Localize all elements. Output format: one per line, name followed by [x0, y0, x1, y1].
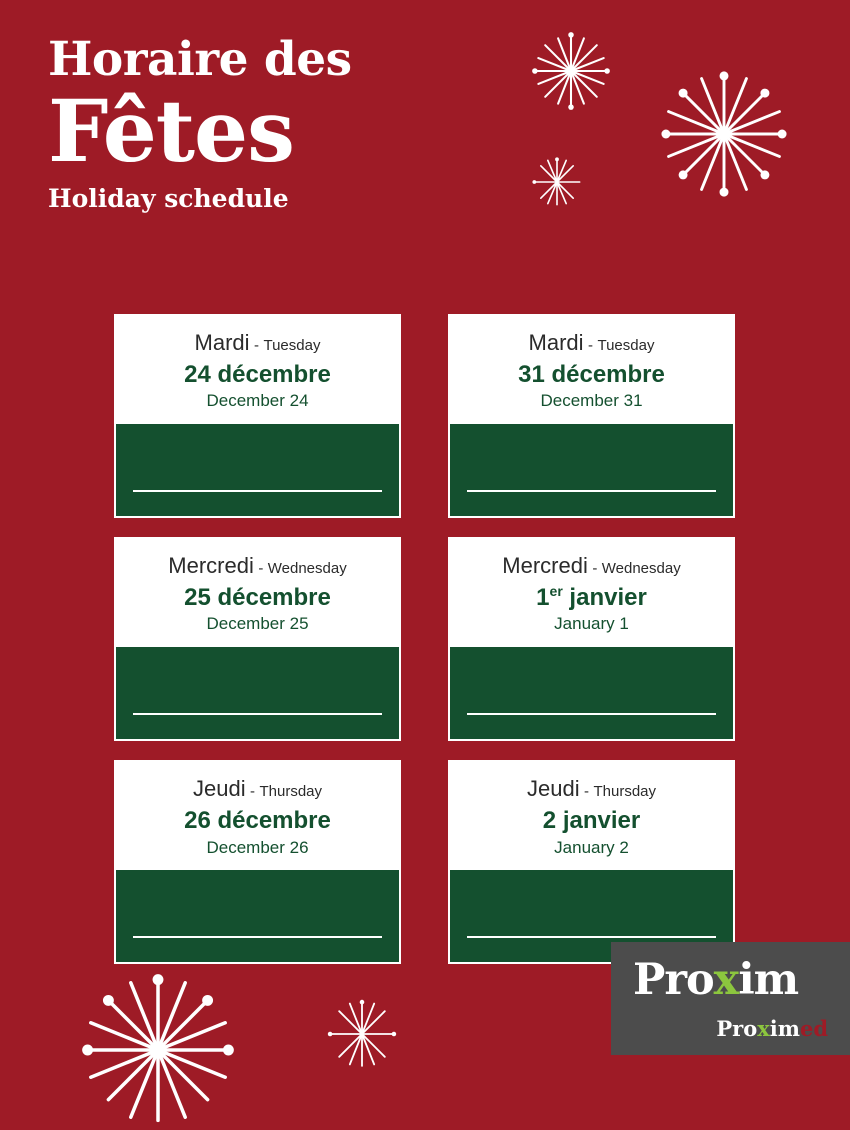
weekday-separator: -: [250, 783, 256, 801]
weekday-line: [458, 555, 725, 577]
weekday-line: [124, 778, 391, 800]
snowflake-icon-top-tiny: [530, 155, 584, 209]
date-fr: 2 janvier: [542, 807, 641, 835]
card-write-area: [116, 870, 399, 962]
schedule-row: [114, 760, 735, 964]
snowflake-icon-top-small: [528, 28, 614, 114]
date-fr: 26 décembre: [184, 807, 331, 835]
card-write-area: [116, 647, 399, 739]
logo: [611, 942, 850, 1055]
card-header: [116, 539, 399, 647]
card-write-area: [450, 424, 733, 516]
write-line: [467, 713, 716, 715]
date-en: December 26: [206, 837, 309, 857]
date-en: January 2: [554, 837, 629, 857]
weekday-en: Wednesday: [601, 560, 681, 578]
date-en: December 24: [206, 391, 309, 411]
weekday-fr: Mercredi: [502, 553, 588, 579]
weekday-separator: -: [254, 337, 260, 354]
schedule-card: [448, 314, 735, 518]
page-subtitle: Holiday schedule: [48, 184, 289, 213]
card-header: [450, 316, 733, 424]
write-line: [467, 936, 716, 938]
weekday-separator: -: [592, 560, 598, 578]
weekday-line: [458, 778, 725, 800]
weekday-en: Thursday: [593, 783, 657, 801]
title-block: [48, 34, 352, 214]
weekday-fr: Jeudi: [192, 776, 246, 802]
weekday-separator: -: [588, 337, 594, 354]
schedule-grid: [114, 314, 735, 964]
card-write-area: [116, 424, 399, 516]
schedule-row: [114, 314, 735, 518]
date-en: December 31: [540, 391, 643, 411]
weekday-en: Tuesday: [597, 337, 655, 354]
card-header: [116, 762, 399, 870]
weekday-line: [458, 332, 725, 354]
snowflake-icon-top-large: [658, 68, 790, 200]
date-en: January 1: [554, 614, 629, 634]
write-line: [467, 490, 716, 492]
weekday-en: Thursday: [259, 783, 323, 801]
snowflake-icon-bottom-small: [324, 996, 400, 1072]
schedule-card: [114, 760, 401, 964]
weekday-fr: Jeudi: [526, 776, 580, 802]
date-en: December 25: [206, 614, 309, 634]
card-header: [450, 762, 733, 870]
weekday-fr: Mercredi: [168, 553, 254, 579]
write-line: [133, 936, 382, 938]
page-title-line2: Fêtes: [48, 82, 294, 182]
weekday-line: [124, 555, 391, 577]
schedule-card: [448, 537, 735, 741]
date-fr: 1er janvier: [536, 583, 647, 612]
card-write-area: [450, 647, 733, 739]
weekday-fr: Mardi: [528, 330, 584, 355]
schedule-card: [114, 537, 401, 741]
schedule-card: [114, 314, 401, 518]
logo-subbrand: Proximed: [716, 1016, 828, 1041]
page-title-line1: Horaire des: [48, 32, 352, 87]
schedule-row: [114, 537, 735, 741]
card-header: [450, 539, 733, 647]
logo-wordmark: Proxim: [633, 955, 799, 1005]
snowflake-icon-bottom-large: [78, 970, 238, 1130]
weekday-en: Wednesday: [267, 560, 347, 578]
write-line: [133, 490, 382, 492]
weekday-separator: -: [584, 783, 590, 801]
date-fr: 24 décembre: [184, 361, 331, 388]
weekday-line: [124, 332, 391, 354]
weekday-fr: Mardi: [194, 330, 250, 355]
date-fr: 31 décembre: [518, 361, 665, 388]
write-line: [133, 713, 382, 715]
weekday-en: Tuesday: [263, 337, 321, 354]
schedule-card: [448, 760, 735, 964]
card-header: [116, 316, 399, 424]
date-fr: 25 décembre: [184, 584, 331, 612]
weekday-separator: -: [258, 560, 264, 578]
